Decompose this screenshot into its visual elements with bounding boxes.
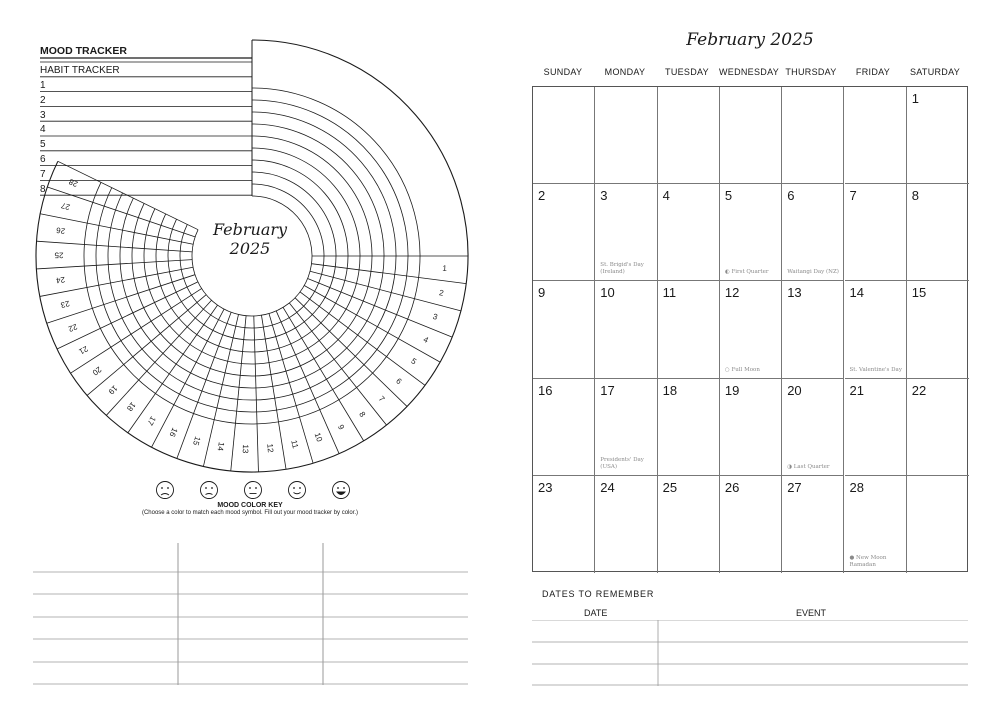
very-happy-face-icon — [331, 480, 351, 500]
day-number: 23 — [538, 479, 553, 495]
wheel-day-label: 15 — [191, 435, 203, 447]
calendar-day-cell[interactable] — [658, 87, 720, 184]
wheel-day-label: 2 — [438, 288, 445, 298]
day-number: 4 — [662, 188, 670, 204]
habit-row-1[interactable]: 1 — [40, 80, 46, 91]
wheel-day-label: 27 — [60, 200, 72, 212]
day-number: 6 — [787, 188, 795, 204]
day-number: 16 — [538, 382, 553, 398]
day-number: 11 — [662, 285, 677, 301]
calendar-grid — [532, 86, 968, 572]
day-number: 18 — [662, 382, 678, 398]
wheel-day-label: 9 — [335, 423, 347, 432]
habit-row-7[interactable]: 7 — [40, 168, 46, 180]
calendar-day-cell[interactable] — [533, 281, 595, 378]
calendar-day-cell[interactable] — [533, 184, 595, 281]
habit-row-2[interactable]: 2 — [40, 94, 46, 106]
neutral-face-icon — [243, 480, 263, 500]
day-number: 5 — [724, 188, 733, 204]
wheel-day-label: 23 — [59, 298, 71, 310]
weekday-tuesday: TUESDAY — [665, 67, 709, 77]
day-number: 24 — [600, 479, 615, 495]
wheel-title-month: February — [212, 220, 288, 239]
calendar-day-cell[interactable] — [782, 281, 844, 378]
day-number: 13 — [787, 285, 802, 301]
wheel-day-label: 4 — [421, 334, 430, 345]
calendar-day-cell[interactable] — [907, 87, 969, 184]
date-column-header: DATE — [584, 608, 608, 618]
calendar-day-cell[interactable] — [658, 476, 720, 573]
wheel-day-label: 25 — [54, 250, 64, 260]
day-number: 14 — [849, 285, 864, 301]
calendar-day-cell[interactable] — [907, 379, 969, 476]
weekday-friday: FRIDAY — [855, 67, 891, 77]
habit-row-3[interactable]: 3 — [40, 109, 46, 121]
habit-row-4[interactable]: 4 — [40, 124, 46, 136]
calendar-day-cell[interactable] — [845, 184, 907, 281]
wheel-day-label: 10 — [312, 431, 325, 443]
habit-row-6[interactable]: 6 — [40, 154, 46, 165]
dates-to-remember-grid[interactable] — [532, 620, 968, 686]
day-number: 22 — [911, 382, 927, 398]
day-number: 19 — [724, 382, 740, 398]
notes-grid[interactable] — [33, 543, 468, 685]
wheel-day-label: 28 — [67, 176, 80, 189]
wheel-day-label: 20 — [90, 364, 104, 378]
wheel-day-label: 12 — [265, 443, 276, 454]
calendar-day-cell[interactable] — [782, 87, 844, 184]
calendar-day-cell[interactable] — [907, 184, 969, 281]
sad-face-icon — [199, 480, 219, 500]
day-note: St. Valentine's Day — [849, 366, 902, 373]
calendar-day-cell[interactable] — [595, 379, 657, 476]
wheel-day-label: 16 — [167, 426, 180, 439]
weekday-wednesday: WEDNESDAY — [718, 67, 780, 77]
day-number: 7 — [849, 188, 857, 204]
calendar-day-cell[interactable] — [533, 379, 595, 476]
mood-tracker-title: MOOD TRACKER — [40, 45, 127, 57]
calendar-day-cell[interactable] — [595, 184, 657, 281]
habit-row-8[interactable]: 8 — [40, 183, 46, 195]
day-note: ◐ First Quarter — [724, 269, 769, 276]
event-column-header: EVENT — [796, 608, 827, 618]
weekday-thursday: THURSDAY — [785, 67, 837, 77]
weekday-sunday: SUNDAY — [543, 67, 583, 77]
wheel-day-label: 19 — [106, 383, 120, 397]
day-number: 3 — [600, 188, 608, 204]
right-page — [500, 0, 1000, 717]
day-number: 26 — [724, 479, 740, 495]
day-note: Waitangi Day (NZ) — [787, 269, 839, 276]
wheel-day-label: 17 — [145, 414, 158, 427]
calendar-day-cell[interactable] — [782, 476, 844, 573]
wheel-day-label: 3 — [431, 311, 439, 322]
day-note: St. Brigid's Day (Ireland) — [600, 262, 644, 276]
wheel-day-label: 21 — [77, 343, 90, 357]
wheel-day-label: 24 — [55, 274, 66, 285]
day-note: Presidents' Day (USA) — [600, 456, 644, 470]
happy-face-icon — [287, 480, 307, 500]
calendar-day-cell[interactable] — [845, 379, 907, 476]
wheel-day-label: 14 — [215, 441, 226, 452]
calendar-day-cell[interactable] — [720, 184, 782, 281]
day-number: 25 — [662, 479, 678, 495]
habit-row-5[interactable]: 5 — [40, 139, 46, 151]
wheel-day-label: 8 — [357, 410, 368, 419]
day-number: 17 — [600, 382, 615, 398]
day-number: 1 — [911, 91, 920, 106]
wheel-day-label: 1 — [442, 263, 448, 274]
calendar-day-cell[interactable] — [907, 476, 969, 573]
day-number: 28 — [849, 479, 864, 495]
weekday-saturday: SATURDAY — [909, 67, 961, 77]
day-number: 10 — [600, 285, 615, 301]
calendar-day-cell[interactable] — [720, 476, 782, 573]
day-note: ● New Moon Ramadan — [849, 554, 887, 568]
day-number: 15 — [911, 285, 927, 301]
calendar-day-cell[interactable] — [720, 379, 782, 476]
wheel-day-label: 18 — [124, 400, 138, 413]
day-number: 27 — [787, 479, 802, 495]
calendar-day-cell[interactable] — [782, 184, 844, 281]
calendar-day-cell[interactable] — [845, 87, 907, 184]
wheel-day-label: 6 — [394, 376, 404, 387]
day-number: 2 — [538, 188, 546, 204]
very-sad-face-icon — [155, 480, 175, 500]
wheel-day-label: 11 — [289, 439, 300, 450]
wheel-day-label: 26 — [55, 225, 66, 236]
calendar-day-cell[interactable] — [782, 379, 844, 476]
calendar-day-cell[interactable] — [658, 184, 720, 281]
calendar-day-cell[interactable] — [720, 281, 782, 378]
day-note: ◑ Last Quarter — [787, 463, 830, 470]
mood-key-description: (Choose a color to match each mood symbol. Fill out your mood tracker by color.) — [141, 510, 359, 516]
dates-to-remember-title: DATES TO REMEMBER — [542, 589, 655, 599]
wheel-title-year: 2025 — [229, 239, 271, 258]
calendar-title: February 2025 — [686, 30, 814, 50]
day-number: 12 — [724, 285, 740, 301]
wheel-day-label: 5 — [409, 356, 418, 367]
day-number: 21 — [849, 382, 864, 398]
calendar-day-cell[interactable] — [533, 476, 595, 573]
weekday-monday: MONDAY — [604, 67, 646, 77]
calendar-day-cell[interactable] — [595, 87, 657, 184]
day-number: 8 — [911, 188, 920, 204]
day-number: 20 — [787, 382, 802, 398]
habit-tracker-title: HABIT TRACKER — [40, 65, 120, 76]
day-number: 9 — [538, 285, 546, 301]
calendar-day-cell[interactable] — [658, 281, 720, 378]
wheel-title — [195, 220, 305, 258]
calendar-day-cell[interactable] — [907, 281, 969, 378]
calendar-day-cell[interactable] — [720, 87, 782, 184]
wheel-day-label: 13 — [240, 444, 251, 454]
day-note: ○ Full Moon — [724, 366, 760, 373]
mood-key-title: MOOD COLOR KEY — [217, 502, 283, 509]
wheel-day-label: 22 — [67, 321, 79, 334]
calendar-day-cell[interactable] — [845, 476, 907, 573]
calendar-day-cell[interactable] — [533, 87, 595, 184]
wheel-day-label: 7 — [376, 394, 387, 404]
calendar-day-cell[interactable] — [658, 379, 720, 476]
calendar-day-cell[interactable] — [845, 281, 907, 378]
calendar-day-cell[interactable] — [595, 281, 657, 378]
calendar-day-cell[interactable] — [595, 476, 657, 573]
